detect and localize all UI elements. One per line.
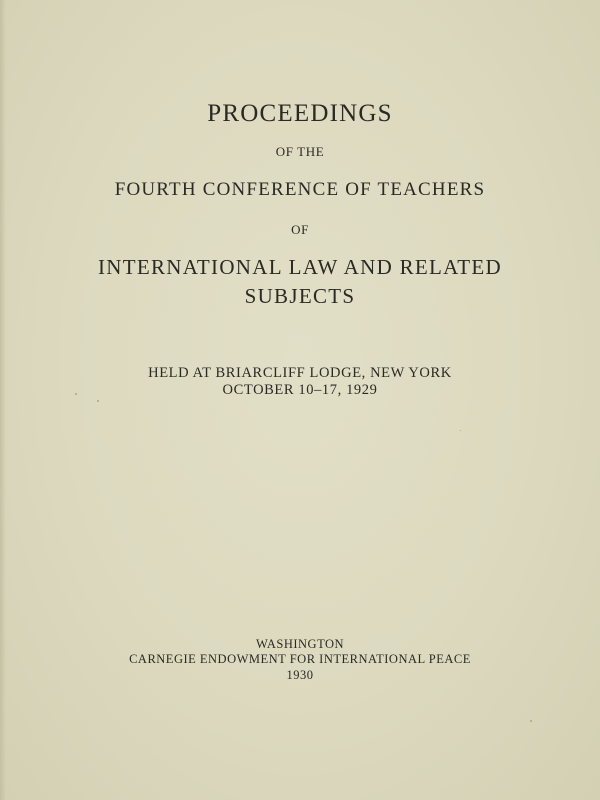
connector-of: OF [291, 222, 309, 237]
paper-speck [75, 393, 77, 395]
paper-speck [460, 430, 461, 431]
subject-line-2: SUBJECTS [244, 284, 356, 308]
paper-speck [97, 400, 99, 402]
paper-speck [530, 720, 532, 722]
conference-location: HELD AT BRIARCLIFF LODGE, NEW YORK [148, 365, 452, 381]
imprint-year: 1930 [286, 668, 314, 682]
connector-of-the: OF THE [275, 144, 325, 159]
conference-name: FOURTH CONFERENCE OF TEACHERS [114, 179, 486, 200]
imprint-city: WASHINGTON [255, 637, 345, 651]
document-title: PROCEEDINGS [207, 100, 393, 127]
conference-dates: OCTOBER 10–17, 1929 [222, 382, 378, 398]
imprint-publisher: CARNEGIE ENDOWMENT FOR INTERNATIONAL PEACE [129, 652, 471, 666]
subject-line-1: INTERNATIONAL LAW AND RELATED [97, 255, 503, 279]
